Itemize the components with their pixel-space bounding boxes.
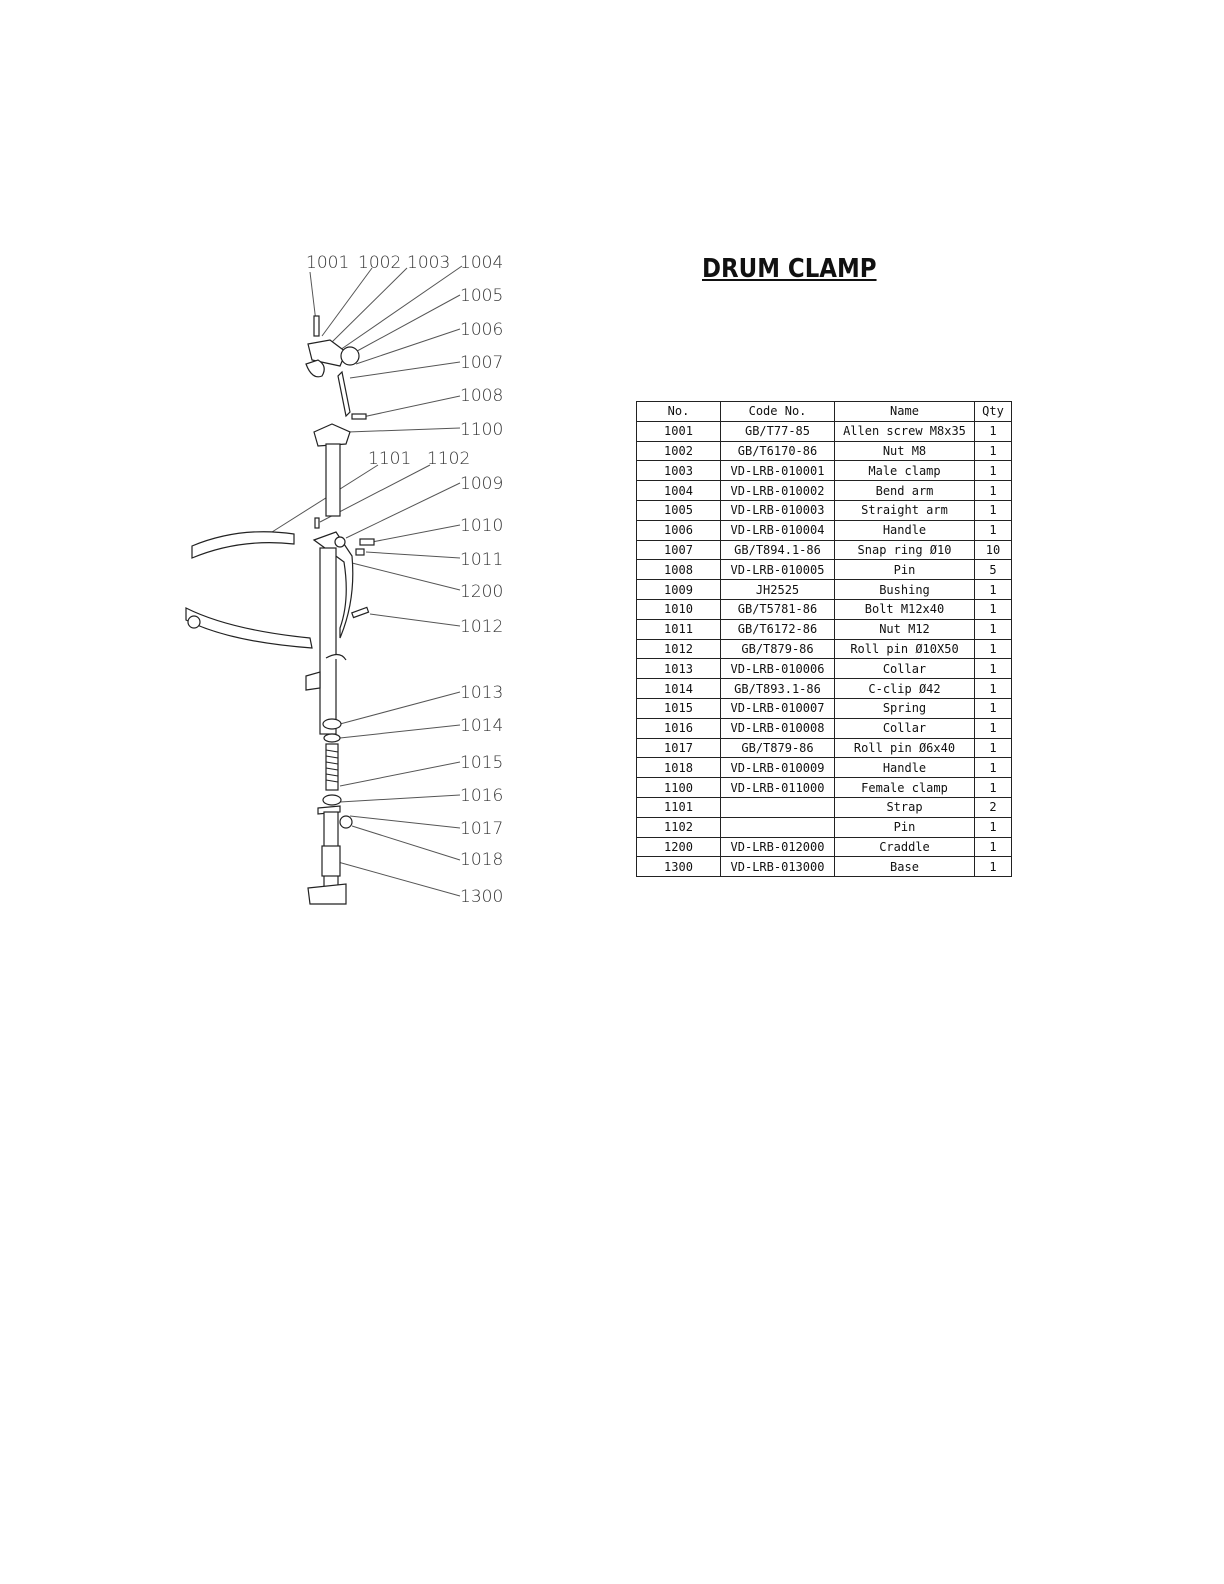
callout-1005: 1005 bbox=[460, 286, 504, 306]
table-row bbox=[637, 421, 1012, 441]
cell-code-no: GB/T879-86 bbox=[721, 738, 835, 758]
leader-1002 bbox=[322, 268, 372, 336]
cell-code-no: VD-LRB-010003 bbox=[721, 500, 835, 520]
cell-qty: 1 bbox=[975, 599, 1012, 619]
leader-1004 bbox=[340, 266, 462, 350]
callout-1300: 1300 bbox=[460, 887, 504, 907]
cell-no: 1200 bbox=[637, 837, 721, 857]
cell-name: Handle bbox=[835, 758, 975, 778]
craddle-tab bbox=[306, 672, 320, 690]
cell-qty: 1 bbox=[975, 698, 1012, 718]
pin-1008-part bbox=[352, 414, 366, 419]
callout-1002: 1002 bbox=[358, 253, 402, 273]
cell-qty: 1 bbox=[975, 580, 1012, 600]
leader-1006 bbox=[356, 329, 460, 364]
cell-no: 1017 bbox=[637, 738, 721, 758]
cell-no: 1101 bbox=[637, 797, 721, 817]
cell-qty: 1 bbox=[975, 738, 1012, 758]
cell-no: 1009 bbox=[637, 580, 721, 600]
cell-qty: 1 bbox=[975, 857, 1012, 877]
cell-code-no bbox=[721, 797, 835, 817]
leader-1018 bbox=[352, 826, 460, 860]
cell-name: Bolt M12x40 bbox=[835, 599, 975, 619]
leader-1016 bbox=[340, 795, 460, 802]
table-row bbox=[637, 441, 1012, 461]
callout-1010: 1010 bbox=[460, 516, 504, 536]
cell-name: Collar bbox=[835, 659, 975, 679]
cell-name: Craddle bbox=[835, 837, 975, 857]
cell-qty: 5 bbox=[975, 560, 1012, 580]
table-row bbox=[637, 817, 1012, 837]
cell-no: 1102 bbox=[637, 817, 721, 837]
cell-code-no: GB/T879-86 bbox=[721, 639, 835, 659]
cell-no: 1012 bbox=[637, 639, 721, 659]
bend-arm-part bbox=[341, 347, 359, 365]
callout-1008: 1008 bbox=[460, 386, 504, 406]
cell-name: Roll pin Ø6x40 bbox=[835, 738, 975, 758]
leader-1010 bbox=[372, 525, 460, 542]
cell-code-no: VD-LRB-013000 bbox=[721, 857, 835, 877]
cell-qty: 1 bbox=[975, 837, 1012, 857]
parts-table-body bbox=[637, 421, 1012, 876]
cell-qty: 1 bbox=[975, 520, 1012, 540]
allen-screw-part bbox=[314, 316, 319, 336]
cell-name: Female clamp bbox=[835, 778, 975, 798]
callout-1003: 1003 bbox=[407, 253, 451, 273]
leader-1011 bbox=[366, 552, 460, 558]
cell-no: 1011 bbox=[637, 619, 721, 639]
table-row bbox=[637, 619, 1012, 639]
leader-1300 bbox=[338, 862, 460, 896]
cell-qty: 1 bbox=[975, 778, 1012, 798]
cell-no: 1004 bbox=[637, 481, 721, 501]
table-row bbox=[637, 758, 1012, 778]
cell-code-no: GB/T6170-86 bbox=[721, 441, 835, 461]
cell-code-no: VD-LRB-010009 bbox=[721, 758, 835, 778]
roll-pin-1017-part bbox=[340, 816, 352, 828]
cell-name: C-clip Ø42 bbox=[835, 679, 975, 699]
callout-1013: 1013 bbox=[460, 683, 504, 703]
straight-arm-part bbox=[338, 372, 350, 416]
cell-code-no: GB/T77-85 bbox=[721, 421, 835, 441]
cell-code-no: VD-LRB-011000 bbox=[721, 778, 835, 798]
header-qty: Qty bbox=[975, 402, 1012, 422]
cell-name: Roll pin Ø10X50 bbox=[835, 639, 975, 659]
cell-name: Bend arm bbox=[835, 481, 975, 501]
table-row bbox=[637, 481, 1012, 501]
leader-1009 bbox=[346, 483, 460, 538]
bolt-1010-part bbox=[360, 539, 374, 545]
callout-1012: 1012 bbox=[460, 617, 504, 637]
cell-code-no: VD-LRB-010002 bbox=[721, 481, 835, 501]
callout-1014: 1014 bbox=[460, 716, 504, 736]
leader-1007 bbox=[350, 362, 460, 378]
cell-no: 1018 bbox=[637, 758, 721, 778]
leader-1014 bbox=[340, 725, 460, 738]
cell-name: Straight arm bbox=[835, 500, 975, 520]
cell-qty: 1 bbox=[975, 639, 1012, 659]
cell-no: 1007 bbox=[637, 540, 721, 560]
callout-1001: 1001 bbox=[306, 253, 350, 273]
leader-1003 bbox=[330, 268, 407, 344]
cell-qty: 1 bbox=[975, 679, 1012, 699]
cell-qty: 2 bbox=[975, 797, 1012, 817]
cell-code-no: GB/T893.1-86 bbox=[721, 679, 835, 699]
table-row bbox=[637, 500, 1012, 520]
cell-code-no: VD-LRB-010006 bbox=[721, 659, 835, 679]
handle-1006-part bbox=[306, 360, 324, 377]
cell-qty: 1 bbox=[975, 619, 1012, 639]
cell-no: 1013 bbox=[637, 659, 721, 679]
cell-code-no: GB/T894.1-86 bbox=[721, 540, 835, 560]
cell-no: 1100 bbox=[637, 778, 721, 798]
bushing-part bbox=[335, 537, 345, 547]
cell-name: Nut M8 bbox=[835, 441, 975, 461]
cell-qty: 1 bbox=[975, 421, 1012, 441]
cell-code-no bbox=[721, 817, 835, 837]
leader-1012 bbox=[370, 614, 460, 626]
table-row bbox=[637, 837, 1012, 857]
leader-1200 bbox=[348, 562, 460, 590]
cell-no: 1001 bbox=[637, 421, 721, 441]
callout-1015: 1015 bbox=[460, 753, 504, 773]
strap-upper-part bbox=[192, 532, 294, 558]
cell-name: Collar bbox=[835, 718, 975, 738]
cell-no: 1014 bbox=[637, 679, 721, 699]
base-sleeve bbox=[322, 846, 340, 876]
strap-hinge-part bbox=[188, 616, 200, 628]
table-row bbox=[637, 659, 1012, 679]
leader-1015 bbox=[340, 762, 460, 786]
cell-code-no: GB/T5781-86 bbox=[721, 599, 835, 619]
cell-name: Base bbox=[835, 857, 975, 877]
header-code-no: Code No. bbox=[721, 402, 835, 422]
cell-name: Pin bbox=[835, 817, 975, 837]
table-row bbox=[637, 718, 1012, 738]
callout-1007: 1007 bbox=[460, 353, 504, 373]
cell-code-no: VD-LRB-010007 bbox=[721, 698, 835, 718]
table-row bbox=[637, 520, 1012, 540]
cell-qty: 10 bbox=[975, 540, 1012, 560]
cell-qty: 1 bbox=[975, 500, 1012, 520]
table-row bbox=[637, 778, 1012, 798]
cell-qty: 1 bbox=[975, 481, 1012, 501]
cell-code-no: JH2525 bbox=[721, 580, 835, 600]
table-row bbox=[637, 738, 1012, 758]
callout-1100: 1100 bbox=[460, 420, 504, 440]
cell-no: 1008 bbox=[637, 560, 721, 580]
cell-no: 1015 bbox=[637, 698, 721, 718]
roll-pin-1012-part bbox=[352, 607, 369, 617]
table-header-row bbox=[637, 402, 1012, 422]
callout-1011: 1011 bbox=[460, 550, 504, 570]
callout-1016: 1016 bbox=[460, 786, 504, 806]
cell-name: Handle bbox=[835, 520, 975, 540]
cell-name: Strap bbox=[835, 797, 975, 817]
table-row bbox=[637, 797, 1012, 817]
page-title: DRUM CLAMP bbox=[702, 254, 877, 284]
table-row bbox=[637, 599, 1012, 619]
collar-1016-part bbox=[323, 795, 341, 805]
cell-code-no: VD-LRB-010008 bbox=[721, 718, 835, 738]
callout-1017: 1017 bbox=[460, 819, 504, 839]
female-clamp-tube bbox=[326, 444, 340, 516]
cell-code-no: VD-LRB-010005 bbox=[721, 560, 835, 580]
cell-qty: 1 bbox=[975, 718, 1012, 738]
callout-1101: 1101 bbox=[368, 449, 412, 469]
cell-qty: 1 bbox=[975, 758, 1012, 778]
pin-1102-part bbox=[315, 518, 319, 528]
collar-1013-part bbox=[323, 719, 341, 729]
cell-name: Pin bbox=[835, 560, 975, 580]
leader-1008 bbox=[358, 396, 460, 418]
cell-qty: 1 bbox=[975, 817, 1012, 837]
table-row bbox=[637, 698, 1012, 718]
callout-1102: 1102 bbox=[427, 449, 471, 469]
table-row bbox=[637, 679, 1012, 699]
c-clip-part bbox=[324, 734, 340, 742]
nut-1011-part bbox=[356, 549, 364, 555]
leader-1013 bbox=[340, 692, 460, 724]
cell-qty: 1 bbox=[975, 461, 1012, 481]
table-row bbox=[637, 560, 1012, 580]
header-no: No. bbox=[637, 402, 721, 422]
cell-code-no: VD-LRB-012000 bbox=[721, 837, 835, 857]
cell-code-no: VD-LRB-010001 bbox=[721, 461, 835, 481]
callout-1200: 1200 bbox=[460, 582, 504, 602]
table-row bbox=[637, 540, 1012, 560]
parts-table bbox=[636, 401, 1012, 877]
leader-1005 bbox=[348, 295, 460, 356]
leader-1101 bbox=[272, 465, 378, 532]
callout-1006: 1006 bbox=[460, 320, 504, 340]
cell-no: 1003 bbox=[637, 461, 721, 481]
female-clamp-part bbox=[314, 424, 350, 446]
cell-name: Nut M12 bbox=[835, 619, 975, 639]
cell-code-no: VD-LRB-010004 bbox=[721, 520, 835, 540]
strap-lower-part bbox=[186, 608, 312, 648]
header-name: Name bbox=[835, 402, 975, 422]
leader-1001 bbox=[310, 272, 316, 322]
cell-name: Bushing bbox=[835, 580, 975, 600]
cell-no: 1002 bbox=[637, 441, 721, 461]
table-row bbox=[637, 639, 1012, 659]
craddle-post bbox=[320, 548, 336, 734]
table-row bbox=[637, 461, 1012, 481]
cell-qty: 1 bbox=[975, 441, 1012, 461]
callout-1004: 1004 bbox=[460, 253, 504, 273]
leader-1017 bbox=[350, 816, 460, 828]
cell-name: Snap ring Ø10 bbox=[835, 540, 975, 560]
cell-no: 1016 bbox=[637, 718, 721, 738]
cell-no: 1010 bbox=[637, 599, 721, 619]
cell-no: 1005 bbox=[637, 500, 721, 520]
cell-code-no: GB/T6172-86 bbox=[721, 619, 835, 639]
base-foot bbox=[308, 884, 346, 904]
callout-1009: 1009 bbox=[460, 474, 504, 494]
cell-no: 1300 bbox=[637, 857, 721, 877]
leader-1100 bbox=[348, 428, 460, 432]
table-row bbox=[637, 580, 1012, 600]
cell-no: 1006 bbox=[637, 520, 721, 540]
cell-name: Male clamp bbox=[835, 461, 975, 481]
cell-name: Allen screw M8x35 bbox=[835, 421, 975, 441]
table-row bbox=[637, 857, 1012, 877]
callout-1018: 1018 bbox=[460, 850, 504, 870]
cell-qty: 1 bbox=[975, 659, 1012, 679]
cell-name: Spring bbox=[835, 698, 975, 718]
